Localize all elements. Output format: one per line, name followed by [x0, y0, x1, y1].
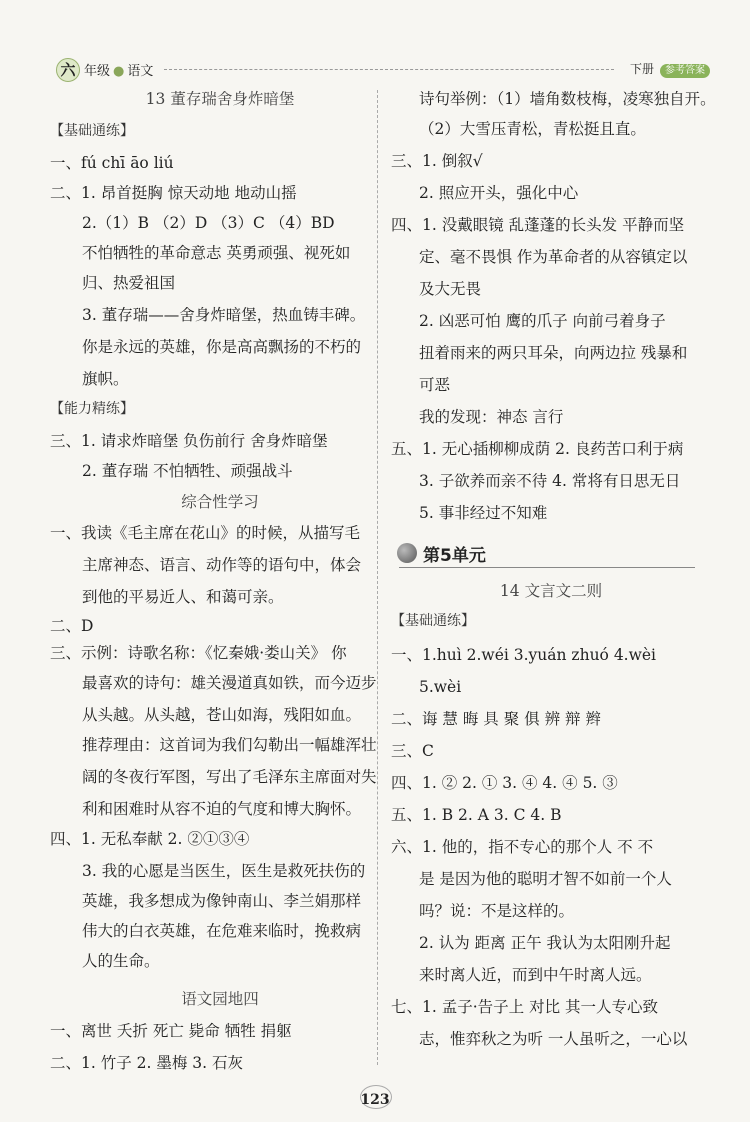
answer-line: 阔的冬夜行军图，写出了毛泽东主席面对失: [82, 768, 377, 786]
separator-dot-icon: ●: [113, 64, 125, 79]
answer-line: 2.（1）B （2）D （3）C （4）BD: [82, 214, 335, 232]
page-header: [52, 58, 710, 82]
lesson-title: 14 文言文二则: [499, 582, 603, 600]
volume-label-group: [630, 60, 710, 78]
answer-line: 到他的平易近人、和蔼可亲。: [82, 588, 284, 606]
lesson-title: 13 董存瑞舍身炸暗堡: [145, 90, 295, 108]
answer-line: 2. 照应开头，强化中心: [419, 184, 579, 202]
subject-label: 语文: [127, 64, 154, 79]
answer-line: 四、1. 无私奉献 2. ②①③④: [50, 830, 250, 848]
answer-line: 从头越。从头越，苍山如海，残阳如血。: [82, 706, 362, 724]
answer-line: 利和困难时从容不迫的气度和博大胸怀。: [82, 800, 362, 818]
answer-line: 三、C: [391, 742, 434, 760]
answer-line: （2）大雪压青松，青松挺且直。: [419, 120, 646, 138]
answer-line: 诗句举例：（1）墙角数枝梅，凌寒独自开。: [419, 90, 716, 108]
answer-line: 一、1.huì 2.wéi 3.yuán zhuó 4.wèi: [391, 646, 657, 664]
answer-line: 2. 凶恶可怕 鹰的爪子 向前弓着身子: [419, 312, 666, 330]
page-number: 123: [360, 1092, 390, 1108]
answer-line: 志，惟弈秋之为听 一人虽听之，一心以: [419, 1030, 688, 1048]
unit-title: 第5单元: [423, 546, 486, 566]
answer-line: 三、示例：诗歌名称：《忆秦娥·娄山关》 你: [50, 644, 347, 662]
answer-line: 五、1. 无心插柳柳成荫 2. 良药苦口利于病: [391, 440, 684, 458]
answer-line: 及大无畏: [419, 280, 482, 298]
header-divider: [164, 69, 614, 70]
answer-line: 三、1. 请求炸暗堡 负伤前行 舍身炸暗堡: [50, 432, 328, 450]
answer-line: 英雄，我多想成为像钟南山、李兰娟那样: [82, 892, 362, 910]
answer-line: 四、1. ② 2. ① 3. ④ 4. ④ 5. ③: [391, 774, 618, 792]
answer-line: 旗帜。: [82, 370, 129, 388]
answer-line: 七、1. 孟子·告子上 对比 其一人专心致: [391, 998, 658, 1016]
answer-line: 一、我读《毛主席在花山》的时候，从描写毛: [50, 524, 361, 542]
answer-line: 3. 我的心愿是当医生，医生是救死扶伤的: [82, 862, 366, 880]
answer-line: 3. 董存瑞——舍身炸暗堡，热血铸丰碑。: [82, 306, 366, 324]
answer-line: 二、1. 竹子 2. 墨梅 3. 石灰: [50, 1054, 244, 1072]
answer-line: 2. 认为 距离 正午 我认为太阳刚升起: [419, 934, 671, 952]
section-title: 综合性学习: [181, 493, 259, 511]
answer-line: 3. 子欲养而亲不待 4. 常将有日思无日: [419, 472, 681, 490]
answer-line: 伟大的白衣英雄，在危难来临时，挽救病: [82, 922, 362, 940]
answer-line: 一、fú chī āo liú: [50, 154, 174, 172]
answer-line: 四、1. 没戴眼镜 乱蓬蓬的长头发 平静而坚: [391, 216, 685, 234]
answer-line: 扭着雨来的两只耳朵，向两边拉 残暴和: [419, 344, 688, 362]
answer-line: 一、离世 夭折 死亡 毙命 牺牲 捐躯: [50, 1022, 292, 1040]
answer-line: 二、诲 慧 晦 具 聚 俱 辨 辩 辫: [391, 710, 601, 728]
grade-label: 年级: [84, 64, 111, 79]
answer-line: 5. 事非经过不知难: [419, 504, 548, 522]
answer-line: 人的生命。: [82, 952, 160, 970]
answer-line: 吗？说：不是这样的。: [419, 902, 575, 920]
answer-line: 最喜欢的诗句：雄关漫道真如铁，而今迈步: [82, 674, 377, 692]
answer-line: 二、D: [50, 617, 94, 635]
answer-line: 5.wèi: [419, 678, 462, 696]
section-heading: 【基础通练】: [50, 123, 134, 139]
grade-number-badge: 六: [56, 58, 80, 82]
unit-ball-icon: [397, 543, 417, 563]
column-divider: [377, 90, 378, 1065]
answer-line: 五、1. B 2. A 3. C 4. B: [391, 806, 562, 824]
answer-line: 推荐理由：这首词为我们勾勒出一幅雄浑壮: [82, 736, 377, 754]
answer-line: 三、1. 倒叙√: [391, 152, 483, 170]
answer-line: 定、毫不畏惧 作为革命者的从容镇定以: [419, 248, 688, 266]
answer-line: 二、1. 昂首挺胸 惊天动地 地动山摇: [50, 184, 297, 202]
section-heading: 【能力精练】: [50, 401, 134, 417]
answer-key-badge: 参考答案: [660, 64, 710, 78]
answer-line: 2. 董存瑞 不怕牺牲、顽强战斗: [82, 462, 293, 480]
section-heading: 【基础通练】: [391, 613, 475, 629]
answer-line: 来时离人近，而到中午时离人远。: [419, 966, 652, 984]
answer-line: 是 是因为他的聪明才智不如前一个人: [419, 870, 672, 888]
answer-line: 六、1. 他的，指不专心的那个人 不 不: [391, 838, 654, 856]
answer-line: 可恶: [419, 376, 451, 394]
section-title: 语文园地四: [181, 990, 259, 1008]
answer-line: 你是永远的英雄，你是高高飘扬的不朽的: [82, 338, 362, 356]
answer-line: 归、热爱祖国: [82, 274, 176, 292]
volume-label: 下册: [629, 62, 654, 76]
unit-rule: [399, 567, 695, 568]
answer-line: 主席神态、语言、动作等的语句中，体会: [82, 556, 362, 574]
grade-subject-label: [84, 60, 153, 79]
answer-line: 我的发现：神态 言行: [419, 408, 564, 426]
answer-line: 不怕牺牲的革命意志 英勇顽强、视死如: [82, 244, 351, 262]
